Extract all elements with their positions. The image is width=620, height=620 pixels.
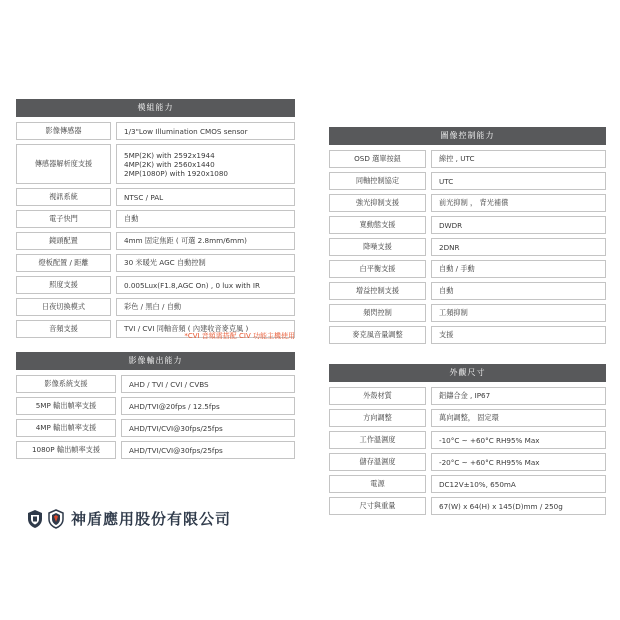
spec-value-line: 67(W) x 64(H) x 145(D)mm / 250g xyxy=(439,501,563,511)
spec-value xyxy=(431,453,606,471)
spec-row xyxy=(16,122,295,140)
spec-value xyxy=(431,475,606,493)
spec-label: 1080P 輸出幀率支援 xyxy=(16,441,116,459)
image-control-rows xyxy=(329,150,606,344)
spec-value-line: 1/3"Low Illumination CMOS sensor xyxy=(124,126,248,136)
exterior-panel-title: 外觀尺寸 xyxy=(329,364,606,382)
spec-row xyxy=(16,419,295,437)
spec-value-line: 0.005Lux(F1.8,AGC On) , 0 lux with IR xyxy=(124,280,261,290)
spec-value-line: 自動 / 手動 xyxy=(439,264,475,273)
spec-label: 音頻支援 xyxy=(16,320,111,338)
spec-value-line: 2DNR xyxy=(439,242,460,252)
spec-value-line: 2MP(1080P) with 1920x1080 xyxy=(124,168,228,178)
spec-value xyxy=(431,326,606,344)
spec-label: 降噪支援 xyxy=(329,238,426,256)
module-panel-title: 模組能力 xyxy=(16,99,295,117)
spec-value-line: 自動 xyxy=(439,286,454,295)
spec-label: 傳感器解析度支援 xyxy=(16,144,111,184)
spec-label: 增益控制支援 xyxy=(329,282,426,300)
spec-label: 外殼材質 xyxy=(329,387,426,405)
spec-label: 5MP 輸出幀率支援 xyxy=(16,397,116,415)
spec-value xyxy=(431,260,606,278)
output-rows xyxy=(16,375,295,459)
audio-note: *CVI 音頻需搭配 CIV 功能主機使用 xyxy=(184,332,295,340)
spec-value-line: 線控 , UTC xyxy=(439,154,475,163)
spec-label: 同軸控制協定 xyxy=(329,172,426,190)
spec-value-line: 自動 xyxy=(124,214,139,223)
brand xyxy=(26,508,231,529)
spec-value xyxy=(121,441,295,459)
spec-value xyxy=(431,194,606,212)
spec-row xyxy=(329,431,606,449)
spec-value-line: 4mm 固定焦距 ( 可選 2.8mm/6mm) xyxy=(124,236,247,245)
spec-value-line: TVI / CVI 同軸音頻 ( 內建收音麥克風 ) xyxy=(124,324,249,333)
spec-label: 影像系統支援 xyxy=(16,375,116,393)
spec-value xyxy=(431,238,606,256)
spec-label: 照度支援 xyxy=(16,276,111,294)
spec-row xyxy=(329,475,606,493)
spec-row xyxy=(16,375,295,393)
spec-row xyxy=(329,497,606,515)
spec-value xyxy=(116,210,295,228)
spec-value xyxy=(431,150,606,168)
spec-row xyxy=(329,326,606,344)
spec-value-line: NTSC / PAL xyxy=(124,192,164,202)
spec-value-line: AHD / TVI / CVI / CVBS xyxy=(129,379,209,389)
output-panel-title: 影像輸出能力 xyxy=(16,352,295,370)
module-rows xyxy=(16,122,295,338)
spec-row xyxy=(329,304,606,322)
spec-label: 方向調整 xyxy=(329,409,426,427)
spec-value-line: 工頻抑制 xyxy=(439,308,468,317)
spec-row xyxy=(16,144,295,184)
exterior-panel xyxy=(329,364,606,519)
output-panel xyxy=(16,352,295,463)
spec-value xyxy=(116,122,295,140)
spec-value xyxy=(121,419,295,437)
spec-value-line: 萬向調整， 固定環 xyxy=(439,413,499,422)
module-panel xyxy=(16,99,295,342)
spec-value-line: DC12V±10%, 650mA xyxy=(439,479,516,489)
spec-row xyxy=(16,276,295,294)
spec-value xyxy=(116,144,295,184)
spec-row xyxy=(329,216,606,234)
spec-label: 儲存溫濕度 xyxy=(329,453,426,471)
spec-value xyxy=(431,216,606,234)
spec-label: 尺寸與重量 xyxy=(329,497,426,515)
spec-value-line: 5MP(2K) with 2592x1944 xyxy=(124,150,215,160)
spec-row xyxy=(16,188,295,206)
spec-value-line: 支援 xyxy=(439,330,454,339)
spec-label: OSD 選單按鈕 xyxy=(329,150,426,168)
spec-value xyxy=(116,298,295,316)
spec-row xyxy=(16,397,295,415)
spec-label: 頻閃控制 xyxy=(329,304,426,322)
spec-label: 強光抑制支援 xyxy=(329,194,426,212)
spec-label: 電源 xyxy=(329,475,426,493)
image-control-panel-title: 圖像控制能力 xyxy=(329,127,606,145)
spec-value xyxy=(431,282,606,300)
spec-value xyxy=(431,304,606,322)
spec-row xyxy=(329,453,606,471)
spec-value xyxy=(116,232,295,250)
spec-label: 影像傳感器 xyxy=(16,122,111,140)
spec-value xyxy=(116,188,295,206)
spec-value-line: DWDR xyxy=(439,220,463,230)
spec-value xyxy=(121,375,295,393)
spec-label: 鏡頭配置 xyxy=(16,232,111,250)
image-control-panel xyxy=(329,127,606,348)
spec-value-line: 前光抑制 ， 背光補償 xyxy=(439,198,509,207)
spec-value-line: 彩色 / 黑白 / 自動 xyxy=(124,302,182,311)
spec-value xyxy=(116,254,295,272)
spec-row xyxy=(16,298,295,316)
spec-value xyxy=(431,387,606,405)
spec-row xyxy=(329,238,606,256)
exterior-rows xyxy=(329,387,606,515)
shield-emblem-icon xyxy=(47,509,65,529)
spec-value xyxy=(431,497,606,515)
spec-value xyxy=(121,397,295,415)
spec-value-line: UTC xyxy=(439,176,454,186)
spec-value xyxy=(116,276,295,294)
spec-label: 麥克風音量調整 xyxy=(329,326,426,344)
spec-value xyxy=(431,409,606,427)
spec-row xyxy=(329,260,606,278)
spec-label: 工作溫濕度 xyxy=(329,431,426,449)
spec-row xyxy=(329,150,606,168)
spec-row xyxy=(16,210,295,228)
spec-value xyxy=(431,431,606,449)
spec-value-line: -20°C ~ +60°C RH95% Max xyxy=(439,457,540,467)
brand-name: 神盾應用股份有限公司 xyxy=(71,510,232,528)
spec-value-line: 鋁鑄合金 , IP67 xyxy=(439,391,491,400)
spec-row xyxy=(329,409,606,427)
spec-value-line: 30 米暖光 AGC 自動控制 xyxy=(124,258,206,267)
spec-label: 電子快門 xyxy=(16,210,111,228)
spec-value-line: AHD/TVI@20fps / 12.5fps xyxy=(129,401,220,411)
spec-row xyxy=(16,441,295,459)
spec-label: 寬動態支援 xyxy=(329,216,426,234)
spec-value-line: AHD/TVI/CVI@30fps/25fps xyxy=(129,445,223,455)
shield-logo-icon xyxy=(26,509,44,529)
spec-label: 白平衡支援 xyxy=(329,260,426,278)
spec-value-line: AHD/TVI/CVI@30fps/25fps xyxy=(129,423,223,433)
spec-row xyxy=(16,232,295,250)
spec-row xyxy=(329,172,606,190)
spec-label: 燈板配置 / 距離 xyxy=(16,254,111,272)
spec-label: 4MP 輸出幀率支援 xyxy=(16,419,116,437)
spec-value-line: 4MP(2K) with 2560x1440 xyxy=(124,159,215,169)
spec-value xyxy=(431,172,606,190)
spec-label: 視訊系統 xyxy=(16,188,111,206)
spec-row xyxy=(16,254,295,272)
spec-row xyxy=(329,194,606,212)
spec-row xyxy=(329,282,606,300)
spec-value-line: -10°C ~ +60°C RH95% Max xyxy=(439,435,540,445)
spec-row xyxy=(329,387,606,405)
spec-label: 日夜切換模式 xyxy=(16,298,111,316)
